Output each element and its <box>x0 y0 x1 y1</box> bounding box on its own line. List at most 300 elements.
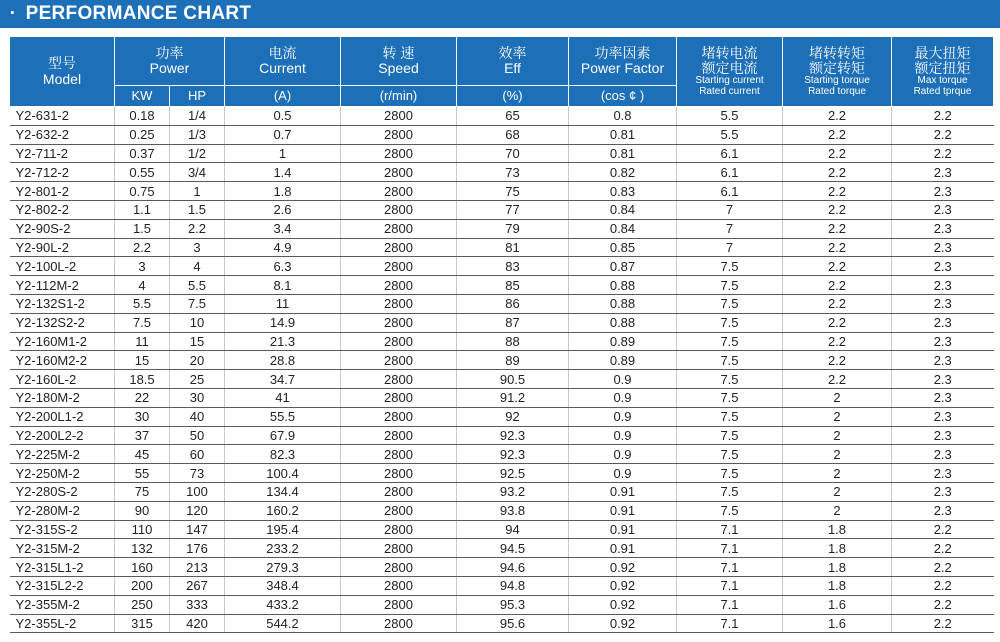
cell-speed: 2800 <box>341 107 457 126</box>
cell-current: 544.2 <box>225 614 341 633</box>
cell-current: 0.5 <box>225 107 341 126</box>
cell-model: Y2-355L-2 <box>10 614 115 633</box>
cell-eff: 95.3 <box>457 595 569 614</box>
cell-eff: 81 <box>457 238 569 257</box>
cell-starting-torque-ratio: 2.2 <box>783 276 892 295</box>
cell-power-factor: 0.9 <box>569 407 677 426</box>
cell-current: 233.2 <box>225 539 341 558</box>
cell-eff: 94 <box>457 520 569 539</box>
cell-hp: 1/4 <box>170 107 225 126</box>
cell-speed: 2800 <box>341 257 457 276</box>
cell-hp: 50 <box>170 426 225 445</box>
header-model-cn: 型号 <box>48 55 76 72</box>
title-bullet: · <box>9 3 17 24</box>
cell-kw: 37 <box>115 426 170 445</box>
cell-power-factor: 0.84 <box>569 219 677 238</box>
cell-power-factor: 0.92 <box>569 576 677 595</box>
cell-max-torque-ratio: 2.2 <box>892 125 994 144</box>
cell-starting-torque-ratio: 2.2 <box>783 163 892 182</box>
cell-starting-current-ratio: 6.1 <box>677 163 783 182</box>
cell-power-factor: 0.87 <box>569 257 677 276</box>
cell-kw: 5.5 <box>115 294 170 313</box>
header-pf-en: Power Factor <box>580 60 665 76</box>
cell-speed: 2800 <box>341 614 457 633</box>
table-row <box>10 332 994 351</box>
cell-power-factor: 0.91 <box>569 482 677 501</box>
cell-hp: 213 <box>170 558 225 577</box>
cell-eff: 87 <box>457 313 569 332</box>
cell-kw: 0.55 <box>115 163 170 182</box>
header-model-en: Model <box>42 70 82 87</box>
cell-model: Y2-355M-2 <box>10 595 115 614</box>
cell-speed: 2800 <box>341 219 457 238</box>
cell-max-torque-ratio: 2.3 <box>892 257 994 276</box>
cell-power-factor: 0.91 <box>569 501 677 520</box>
cell-starting-torque-ratio: 2.2 <box>783 370 892 389</box>
cell-max-torque-ratio: 2.2 <box>892 614 994 633</box>
cell-current: 21.3 <box>225 332 341 351</box>
cell-max-torque-ratio: 2.3 <box>892 482 994 501</box>
cell-current: 134.4 <box>225 482 341 501</box>
cell-max-torque-ratio: 2.3 <box>892 276 994 295</box>
cell-starting-torque-ratio: 2.2 <box>783 125 892 144</box>
table-row <box>10 219 994 238</box>
cell-speed: 2800 <box>341 200 457 219</box>
cell-speed: 2800 <box>341 370 457 389</box>
cell-hp: 2.2 <box>170 219 225 238</box>
cell-starting-current-ratio: 7.5 <box>677 370 783 389</box>
cell-current: 100.4 <box>225 464 341 483</box>
cell-max-torque-ratio: 2.3 <box>892 182 994 201</box>
cell-power-factor: 0.92 <box>569 614 677 633</box>
table-row <box>10 294 994 313</box>
cell-speed: 2800 <box>341 539 457 558</box>
cell-speed: 2800 <box>341 351 457 370</box>
cell-max-torque-ratio: 2.2 <box>892 144 994 163</box>
cell-kw: 45 <box>115 445 170 464</box>
header-hp-label: HP <box>187 88 207 104</box>
cell-hp: 120 <box>170 501 225 520</box>
cell-starting-current-ratio: 7.1 <box>677 539 783 558</box>
cell-power-factor: 0.92 <box>569 595 677 614</box>
cell-current: 28.8 <box>225 351 341 370</box>
cell-starting-torque-ratio: 1.8 <box>783 539 892 558</box>
cell-model: Y2-711-2 <box>10 144 115 163</box>
cell-speed: 2800 <box>341 388 457 407</box>
header-mt-cn1: 最大扭矩 <box>914 44 971 61</box>
cell-kw: 2.2 <box>115 238 170 257</box>
cell-speed: 2800 <box>341 464 457 483</box>
cell-current: 41 <box>225 388 341 407</box>
cell-hp: 1.5 <box>170 200 225 219</box>
cell-max-torque-ratio: 2.2 <box>892 539 994 558</box>
header-current-cn: 电流 <box>268 44 297 61</box>
cell-hp: 100 <box>170 482 225 501</box>
cell-hp: 3/4 <box>170 163 225 182</box>
header-model <box>10 37 115 107</box>
cell-max-torque-ratio: 2.2 <box>892 595 994 614</box>
header-eff-unit <box>457 86 569 107</box>
cell-kw: 0.18 <box>115 107 170 126</box>
cell-kw: 22 <box>115 388 170 407</box>
cell-eff: 94.6 <box>457 558 569 577</box>
header-st-cn1: 堵转转矩 <box>809 44 865 61</box>
cell-starting-current-ratio: 7.5 <box>677 407 783 426</box>
header-current-en: Current <box>259 60 306 76</box>
header-speed-en: Speed <box>378 60 419 76</box>
cell-speed: 2800 <box>341 407 457 426</box>
cell-starting-current-ratio: 7.1 <box>677 576 783 595</box>
cell-speed: 2800 <box>341 482 457 501</box>
header-pf-unit <box>569 86 677 107</box>
cell-current: 1 <box>225 144 341 163</box>
header-mt-en2: Rated tprque <box>913 85 972 97</box>
cell-eff: 83 <box>457 257 569 276</box>
cell-speed: 2800 <box>341 238 457 257</box>
table-row <box>10 313 994 332</box>
cell-max-torque-ratio: 2.3 <box>892 200 994 219</box>
cell-power-factor: 0.84 <box>569 200 677 219</box>
page-title <box>0 0 1000 28</box>
cell-max-torque-ratio: 2.3 <box>892 313 994 332</box>
cell-starting-torque-ratio: 2.2 <box>783 144 892 163</box>
cell-current: 82.3 <box>225 445 341 464</box>
cell-current: 2.6 <box>225 200 341 219</box>
cell-kw: 4 <box>115 276 170 295</box>
cell-starting-current-ratio: 7.5 <box>677 388 783 407</box>
cell-model: Y2-315L2-2 <box>10 576 115 595</box>
cell-power-factor: 0.9 <box>569 388 677 407</box>
cell-power-factor: 0.88 <box>569 276 677 295</box>
cell-kw: 250 <box>115 595 170 614</box>
cell-power-factor: 0.91 <box>569 539 677 558</box>
cell-starting-torque-ratio: 1.8 <box>783 520 892 539</box>
header-mt-cn2: 额定扭矩 <box>914 60 971 76</box>
header-starting-current-ratio <box>677 37 783 107</box>
table-row <box>10 182 994 201</box>
cell-power-factor: 0.89 <box>569 332 677 351</box>
cell-kw: 110 <box>115 520 170 539</box>
cell-starting-current-ratio: 7.5 <box>677 276 783 295</box>
table-row <box>10 257 994 276</box>
cell-speed: 2800 <box>341 144 457 163</box>
cell-power-factor: 0.9 <box>569 445 677 464</box>
cell-current: 8.1 <box>225 276 341 295</box>
cell-max-torque-ratio: 2.2 <box>892 576 994 595</box>
cell-starting-torque-ratio: 1.6 <box>783 614 892 633</box>
cell-eff: 65 <box>457 107 569 126</box>
cell-model: Y2-90L-2 <box>10 238 115 257</box>
cell-starting-torque-ratio: 2 <box>783 501 892 520</box>
header-eff-en: Eff <box>504 60 521 76</box>
cell-starting-current-ratio: 7.1 <box>677 520 783 539</box>
cell-max-torque-ratio: 2.3 <box>892 370 994 389</box>
cell-current: 67.9 <box>225 426 341 445</box>
cell-model: Y2-160M1-2 <box>10 332 115 351</box>
cell-starting-current-ratio: 7.5 <box>677 351 783 370</box>
cell-starting-current-ratio: 7.5 <box>677 464 783 483</box>
cell-kw: 0.25 <box>115 125 170 144</box>
table-row <box>10 351 994 370</box>
cell-current: 1.4 <box>225 163 341 182</box>
cell-current: 279.3 <box>225 558 341 577</box>
cell-model: Y2-180M-2 <box>10 388 115 407</box>
cell-starting-torque-ratio: 1.8 <box>783 576 892 595</box>
cell-max-torque-ratio: 2.3 <box>892 464 994 483</box>
table-row <box>10 144 994 163</box>
cell-starting-current-ratio: 7 <box>677 238 783 257</box>
cell-starting-current-ratio: 7 <box>677 219 783 238</box>
cell-kw: 18.5 <box>115 370 170 389</box>
header-power-en: Power <box>149 60 190 76</box>
header-sc-cn2: 额定电流 <box>701 60 758 76</box>
header-current <box>225 37 341 86</box>
header-speed-unit-label: (r/min) <box>379 88 418 104</box>
header-st-en2: Rated torque <box>808 85 866 97</box>
cell-starting-current-ratio: 7.1 <box>677 595 783 614</box>
header-current-unit <box>225 86 341 107</box>
cell-power-factor: 0.92 <box>569 558 677 577</box>
cell-kw: 0.37 <box>115 144 170 163</box>
header-eff-cn: 效率 <box>498 44 527 61</box>
table-body <box>10 107 994 633</box>
cell-model: Y2-100L-2 <box>10 257 115 276</box>
cell-current: 55.5 <box>225 407 341 426</box>
cell-speed: 2800 <box>341 163 457 182</box>
cell-kw: 11 <box>115 332 170 351</box>
cell-model: Y2-132S1-2 <box>10 294 115 313</box>
header-speed-cn: 转 速 <box>382 44 415 61</box>
cell-starting-torque-ratio: 2.2 <box>783 294 892 313</box>
cell-max-torque-ratio: 2.3 <box>892 294 994 313</box>
cell-hp: 15 <box>170 332 225 351</box>
cell-model: Y2-632-2 <box>10 125 115 144</box>
header-speed-unit <box>341 86 457 107</box>
cell-kw: 90 <box>115 501 170 520</box>
header-max-torque-ratio <box>892 37 994 107</box>
table-row <box>10 407 994 426</box>
cell-starting-current-ratio: 7 <box>677 200 783 219</box>
cell-model: Y2-801-2 <box>10 182 115 201</box>
cell-max-torque-ratio: 2.3 <box>892 332 994 351</box>
cell-starting-torque-ratio: 2 <box>783 464 892 483</box>
cell-model: Y2-200L2-2 <box>10 426 115 445</box>
cell-eff: 73 <box>457 163 569 182</box>
cell-max-torque-ratio: 2.2 <box>892 558 994 577</box>
cell-eff: 86 <box>457 294 569 313</box>
header-sc-en1: Starting current <box>695 75 764 87</box>
cell-starting-torque-ratio: 2 <box>783 388 892 407</box>
cell-current: 433.2 <box>225 595 341 614</box>
cell-power-factor: 0.8 <box>569 107 677 126</box>
cell-current: 195.4 <box>225 520 341 539</box>
cell-kw: 200 <box>115 576 170 595</box>
header-pf-unit-label: (cos ¢ ) <box>600 88 645 104</box>
cell-speed: 2800 <box>341 276 457 295</box>
table-row <box>10 163 994 182</box>
cell-hp: 3 <box>170 238 225 257</box>
header-mt-en1: Max torque <box>917 75 968 87</box>
cell-speed: 2800 <box>341 332 457 351</box>
cell-eff: 92.3 <box>457 445 569 464</box>
cell-kw: 132 <box>115 539 170 558</box>
table-row <box>10 539 994 558</box>
cell-starting-current-ratio: 6.1 <box>677 144 783 163</box>
table-row <box>10 595 994 614</box>
cell-speed: 2800 <box>341 520 457 539</box>
cell-power-factor: 0.85 <box>569 238 677 257</box>
header-sc-en2: Rated current <box>699 85 760 97</box>
cell-speed: 2800 <box>341 501 457 520</box>
table-header <box>10 37 994 107</box>
cell-current: 4.9 <box>225 238 341 257</box>
cell-hp: 40 <box>170 407 225 426</box>
cell-starting-current-ratio: 5.5 <box>677 125 783 144</box>
cell-power-factor: 0.82 <box>569 163 677 182</box>
cell-current: 160.2 <box>225 501 341 520</box>
cell-max-torque-ratio: 2.3 <box>892 219 994 238</box>
cell-speed: 2800 <box>341 558 457 577</box>
cell-max-torque-ratio: 2.3 <box>892 407 994 426</box>
cell-eff: 89 <box>457 351 569 370</box>
cell-eff: 93.8 <box>457 501 569 520</box>
cell-hp: 60 <box>170 445 225 464</box>
cell-model: Y2-225M-2 <box>10 445 115 464</box>
cell-starting-current-ratio: 7.1 <box>677 614 783 633</box>
cell-max-torque-ratio: 2.3 <box>892 426 994 445</box>
cell-current: 34.7 <box>225 370 341 389</box>
cell-current: 11 <box>225 294 341 313</box>
cell-model: Y2-250M-2 <box>10 464 115 483</box>
header-sc-cn1: 堵转电流 <box>701 44 758 61</box>
cell-max-torque-ratio: 2.3 <box>892 163 994 182</box>
cell-eff: 90.5 <box>457 370 569 389</box>
cell-eff: 94.5 <box>457 539 569 558</box>
cell-current: 0.7 <box>225 125 341 144</box>
cell-starting-torque-ratio: 2 <box>783 445 892 464</box>
cell-max-torque-ratio: 2.3 <box>892 238 994 257</box>
cell-eff: 91.2 <box>457 388 569 407</box>
header-eff-unit-label: (%) <box>502 88 523 104</box>
cell-starting-torque-ratio: 2.2 <box>783 332 892 351</box>
cell-eff: 68 <box>457 125 569 144</box>
header-current-unit-label: (A) <box>273 88 292 104</box>
cell-hp: 176 <box>170 539 225 558</box>
cell-model: Y2-315L1-2 <box>10 558 115 577</box>
cell-starting-current-ratio: 7.5 <box>677 332 783 351</box>
header-eff <box>457 37 569 86</box>
cell-eff: 88 <box>457 332 569 351</box>
cell-hp: 5.5 <box>170 276 225 295</box>
cell-eff: 79 <box>457 219 569 238</box>
cell-eff: 75 <box>457 182 569 201</box>
table-row <box>10 558 994 577</box>
cell-hp: 73 <box>170 464 225 483</box>
cell-starting-torque-ratio: 2.2 <box>783 182 892 201</box>
cell-hp: 420 <box>170 614 225 633</box>
cell-kw: 7.5 <box>115 313 170 332</box>
cell-eff: 95.6 <box>457 614 569 633</box>
table-row <box>10 614 994 633</box>
cell-power-factor: 0.88 <box>569 313 677 332</box>
cell-kw: 315 <box>115 614 170 633</box>
cell-max-torque-ratio: 2.3 <box>892 351 994 370</box>
cell-model: Y2-315M-2 <box>10 539 115 558</box>
cell-starting-torque-ratio: 2.2 <box>783 313 892 332</box>
cell-eff: 92.5 <box>457 464 569 483</box>
cell-hp: 147 <box>170 520 225 539</box>
cell-starting-torque-ratio: 2.2 <box>783 107 892 126</box>
cell-eff: 94.8 <box>457 576 569 595</box>
cell-starting-torque-ratio: 2.2 <box>783 257 892 276</box>
cell-hp: 1/2 <box>170 144 225 163</box>
table-row <box>10 445 994 464</box>
cell-max-torque-ratio: 2.2 <box>892 107 994 126</box>
cell-hp: 7.5 <box>170 294 225 313</box>
title-text: PERFORMANCE CHART <box>25 3 252 24</box>
header-pf-cn: 功率因素 <box>594 44 651 61</box>
cell-hp: 4 <box>170 257 225 276</box>
cell-hp: 25 <box>170 370 225 389</box>
table-row <box>10 482 994 501</box>
cell-speed: 2800 <box>341 182 457 201</box>
cell-power-factor: 0.9 <box>569 370 677 389</box>
cell-model: Y2-112M-2 <box>10 276 115 295</box>
cell-hp: 333 <box>170 595 225 614</box>
cell-kw: 15 <box>115 351 170 370</box>
cell-power-factor: 0.91 <box>569 520 677 539</box>
cell-starting-torque-ratio: 2.2 <box>783 351 892 370</box>
cell-starting-torque-ratio: 2 <box>783 426 892 445</box>
cell-model: Y2-200L1-2 <box>10 407 115 426</box>
cell-starting-current-ratio: 7.5 <box>677 445 783 464</box>
cell-speed: 2800 <box>341 445 457 464</box>
cell-kw: 1.5 <box>115 219 170 238</box>
table-row <box>10 501 994 520</box>
header-st-en1: Starting torque <box>804 75 870 87</box>
cell-eff: 85 <box>457 276 569 295</box>
cell-kw: 3 <box>115 257 170 276</box>
cell-kw: 0.75 <box>115 182 170 201</box>
cell-hp: 1/3 <box>170 125 225 144</box>
cell-starting-current-ratio: 7.5 <box>677 501 783 520</box>
table-row <box>10 464 994 483</box>
cell-kw: 75 <box>115 482 170 501</box>
cell-current: 348.4 <box>225 576 341 595</box>
header-starting-torque-ratio <box>783 37 892 107</box>
cell-model: Y2-132S2-2 <box>10 313 115 332</box>
cell-model: Y2-280S-2 <box>10 482 115 501</box>
cell-hp: 20 <box>170 351 225 370</box>
cell-starting-current-ratio: 5.5 <box>677 107 783 126</box>
cell-model: Y2-802-2 <box>10 200 115 219</box>
cell-hp: 10 <box>170 313 225 332</box>
cell-max-torque-ratio: 2.3 <box>892 388 994 407</box>
cell-hp: 30 <box>170 388 225 407</box>
header-kw-label: KW <box>131 88 153 104</box>
header-hp <box>170 86 225 107</box>
header-power-cn: 功率 <box>155 44 184 61</box>
cell-power-factor: 0.81 <box>569 144 677 163</box>
cell-eff: 77 <box>457 200 569 219</box>
cell-kw: 1.1 <box>115 200 170 219</box>
performance-table <box>9 36 994 633</box>
table-row <box>10 426 994 445</box>
cell-hp: 267 <box>170 576 225 595</box>
cell-speed: 2800 <box>341 595 457 614</box>
cell-eff: 92.3 <box>457 426 569 445</box>
cell-eff: 92 <box>457 407 569 426</box>
